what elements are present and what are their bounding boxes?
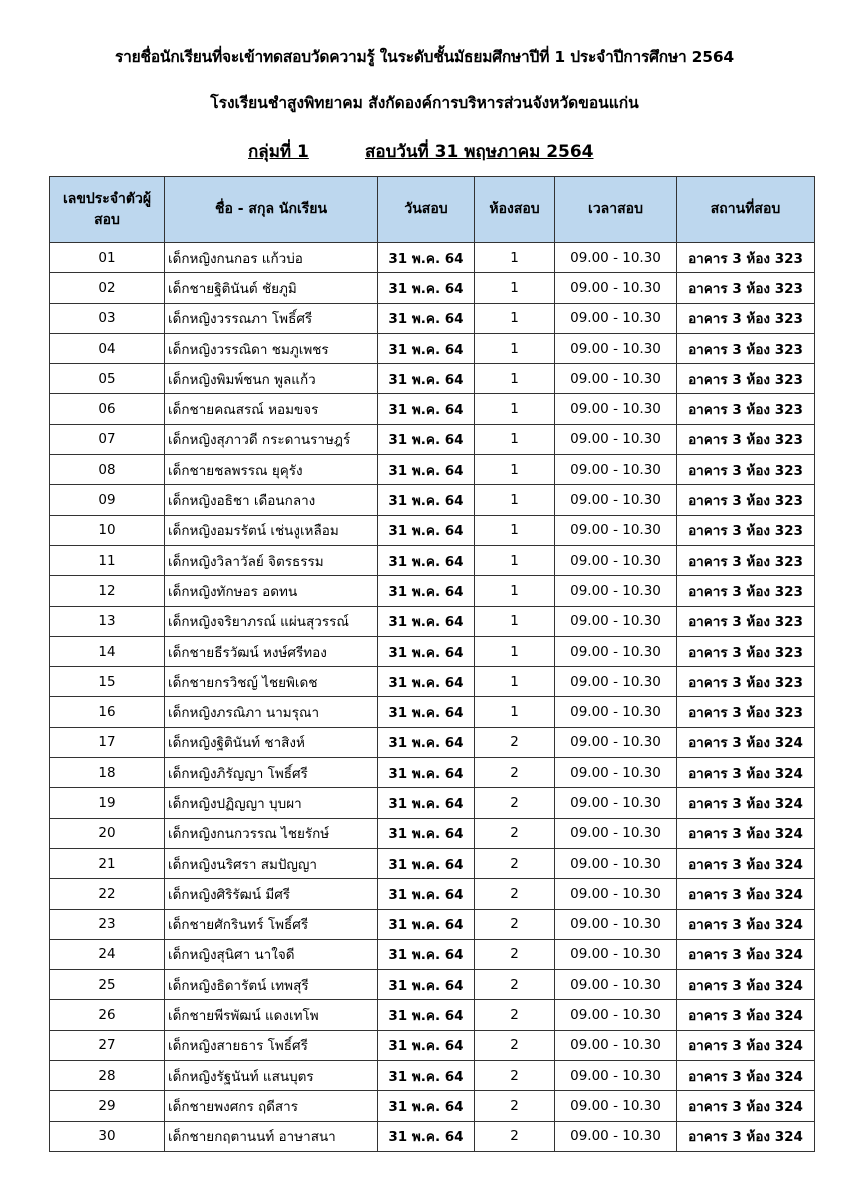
cell-exam-date: 31 พ.ค. 64 [378, 364, 475, 394]
cell-exam-date: 31 พ.ค. 64 [378, 333, 475, 363]
table-body [50, 243, 815, 1152]
cell-exam-place: อาคาร 3 ห้อง 323 [677, 424, 815, 454]
cell-exam-place: อาคาร 3 ห้อง 324 [677, 970, 815, 1000]
cell-exam-place: อาคาร 3 ห้อง 323 [677, 606, 815, 636]
student-table [49, 176, 815, 1152]
cell-exam-room: 1 [475, 424, 555, 454]
cell-exam-date: 31 พ.ค. 64 [378, 303, 475, 333]
cell-exam-room: 1 [475, 515, 555, 545]
cell-exam-id: 27 [50, 1030, 165, 1060]
school-name: โรงเรียนชำสูงพิทยาคม สังกัดองค์การบริหารส่วนจังหวัดขอนแก่น [210, 94, 639, 112]
cell-student-name: เด็กชายกรวิชญ์ ไชยพิเดช [165, 667, 378, 697]
cell-exam-room: 1 [475, 455, 555, 485]
cell-exam-date: 31 พ.ค. 64 [378, 273, 475, 303]
cell-student-name: เด็กหญิงธิดารัตน์ เทพสุรี [165, 970, 378, 1000]
header-date: วันสอบ [378, 177, 475, 243]
cell-exam-time: 09.00 - 10.30 [555, 485, 677, 515]
cell-student-name: เด็กหญิงสุนิศา นาใจดี [165, 939, 378, 969]
table-row [50, 1121, 815, 1151]
cell-exam-room: 1 [475, 303, 555, 333]
table-row [50, 970, 815, 1000]
cell-exam-room: 2 [475, 1000, 555, 1030]
cell-exam-time: 09.00 - 10.30 [555, 576, 677, 606]
cell-exam-place: อาคาร 3 ห้อง 323 [677, 364, 815, 394]
cell-exam-place: อาคาร 3 ห้อง 324 [677, 788, 815, 818]
table-row [50, 424, 815, 454]
group-label: กลุ่มที่ 1 [248, 142, 309, 162]
cell-exam-id: 30 [50, 1121, 165, 1151]
cell-exam-id: 15 [50, 667, 165, 697]
cell-exam-place: อาคาร 3 ห้อง 324 [677, 1091, 815, 1121]
cell-student-name: เด็กชายพงศกร ฤดีสาร [165, 1091, 378, 1121]
cell-student-name: เด็กหญิงฐิตินันท์ ชาสิงห์ [165, 727, 378, 757]
table-row [50, 758, 815, 788]
cell-exam-room: 2 [475, 1091, 555, 1121]
table-row [50, 667, 815, 697]
cell-student-name: เด็กชายธีรวัฒน์ หงษ์ศรีทอง [165, 636, 378, 666]
cell-exam-place: อาคาร 3 ห้อง 323 [677, 303, 815, 333]
cell-exam-id: 24 [50, 939, 165, 969]
table-row [50, 1091, 815, 1121]
table-row [50, 1061, 815, 1091]
cell-student-name: เด็กหญิงทักษอร อดทน [165, 576, 378, 606]
cell-student-name: เด็กชายคณสรณ์ หอมขจร [165, 394, 378, 424]
cell-exam-date: 31 พ.ค. 64 [378, 424, 475, 454]
cell-exam-room: 2 [475, 818, 555, 848]
cell-student-name: เด็กหญิงอธิชา เดือนกลาง [165, 485, 378, 515]
cell-exam-time: 09.00 - 10.30 [555, 909, 677, 939]
cell-exam-room: 1 [475, 485, 555, 515]
cell-exam-time: 09.00 - 10.30 [555, 667, 677, 697]
header-name: ชื่อ - สกุล นักเรียน [165, 177, 378, 243]
cell-exam-date: 31 พ.ค. 64 [378, 667, 475, 697]
cell-exam-place: อาคาร 3 ห้อง 324 [677, 939, 815, 969]
cell-student-name: เด็กหญิงกนกวรรณ ไชยรักษ์ [165, 818, 378, 848]
cell-student-name: เด็กหญิงกนกอร แก้วบ่อ [165, 243, 378, 273]
header-place: สถานที่สอบ [677, 177, 815, 243]
cell-exam-time: 09.00 - 10.30 [555, 848, 677, 878]
cell-exam-place: อาคาร 3 ห้อง 323 [677, 455, 815, 485]
cell-student-name: เด็กหญิงศิริรัฒน์ มีศรี [165, 879, 378, 909]
cell-exam-place: อาคาร 3 ห้อง 324 [677, 848, 815, 878]
cell-exam-date: 31 พ.ค. 64 [378, 243, 475, 273]
cell-exam-room: 1 [475, 697, 555, 727]
cell-exam-id: 13 [50, 606, 165, 636]
table-row [50, 909, 815, 939]
cell-exam-place: อาคาร 3 ห้อง 323 [677, 636, 815, 666]
cell-exam-time: 09.00 - 10.30 [555, 1030, 677, 1060]
cell-exam-place: อาคาร 3 ห้อง 324 [677, 727, 815, 757]
cell-exam-time: 09.00 - 10.30 [555, 879, 677, 909]
cell-exam-date: 31 พ.ค. 64 [378, 788, 475, 818]
cell-exam-id: 03 [50, 303, 165, 333]
table-row [50, 333, 815, 363]
cell-exam-place: อาคาร 3 ห้อง 323 [677, 273, 815, 303]
table-row [50, 243, 815, 273]
cell-exam-id: 04 [50, 333, 165, 363]
cell-exam-time: 09.00 - 10.30 [555, 1121, 677, 1151]
cell-exam-time: 09.00 - 10.30 [555, 727, 677, 757]
cell-exam-date: 31 พ.ค. 64 [378, 606, 475, 636]
cell-exam-room: 1 [475, 364, 555, 394]
cell-student-name: เด็กหญิงจริยาภรณ์ แผ่นสุวรรณ์ [165, 606, 378, 636]
cell-exam-date: 31 พ.ค. 64 [378, 727, 475, 757]
table-row [50, 576, 815, 606]
cell-exam-id: 21 [50, 848, 165, 878]
cell-exam-place: อาคาร 3 ห้อง 323 [677, 394, 815, 424]
table-row [50, 788, 815, 818]
cell-exam-place: อาคาร 3 ห้อง 323 [677, 667, 815, 697]
cell-exam-room: 2 [475, 848, 555, 878]
cell-student-name: เด็กหญิงอมรรัตน์ เช่นงูเหลือม [165, 515, 378, 545]
cell-exam-id: 02 [50, 273, 165, 303]
cell-exam-time: 09.00 - 10.30 [555, 243, 677, 273]
cell-exam-place: อาคาร 3 ห้อง 323 [677, 576, 815, 606]
table-row [50, 455, 815, 485]
cell-exam-time: 09.00 - 10.30 [555, 303, 677, 333]
cell-student-name: เด็กหญิงสายธาร โพธิ์ศรี [165, 1030, 378, 1060]
cell-exam-date: 31 พ.ค. 64 [378, 1091, 475, 1121]
exam-date-label: สอบวันที่ 31 พฤษภาคม 2564 [365, 142, 594, 162]
cell-exam-id: 23 [50, 909, 165, 939]
cell-exam-date: 31 พ.ค. 64 [378, 576, 475, 606]
cell-exam-id: 06 [50, 394, 165, 424]
cell-exam-place: อาคาร 3 ห้อง 324 [677, 909, 815, 939]
cell-exam-time: 09.00 - 10.30 [555, 697, 677, 727]
table-row [50, 394, 815, 424]
table-row [50, 303, 815, 333]
cell-exam-place: อาคาร 3 ห้อง 323 [677, 545, 815, 575]
table-row [50, 818, 815, 848]
cell-student-name: เด็กชายฐิตินันต์ ชัยภูมิ [165, 273, 378, 303]
header-time: เวลาสอบ [555, 177, 677, 243]
cell-exam-id: 10 [50, 515, 165, 545]
cell-exam-room: 1 [475, 273, 555, 303]
cell-exam-date: 31 พ.ค. 64 [378, 394, 475, 424]
table-row [50, 939, 815, 969]
cell-exam-place: อาคาร 3 ห้อง 323 [677, 697, 815, 727]
cell-student-name: เด็กชายศักรินทร์ โพธิ์ศรี [165, 909, 378, 939]
cell-student-name: เด็กหญิงภิรัญญา โพธิ์ศรี [165, 758, 378, 788]
table-row [50, 485, 815, 515]
cell-exam-date: 31 พ.ค. 64 [378, 1121, 475, 1151]
cell-exam-place: อาคาร 3 ห้อง 323 [677, 485, 815, 515]
cell-student-name: เด็กชายพีรพัฒน์ แดงเทโพ [165, 1000, 378, 1030]
cell-exam-time: 09.00 - 10.30 [555, 939, 677, 969]
cell-exam-room: 1 [475, 636, 555, 666]
cell-exam-id: 12 [50, 576, 165, 606]
cell-exam-place: อาคาร 3 ห้อง 324 [677, 758, 815, 788]
cell-exam-time: 09.00 - 10.30 [555, 1000, 677, 1030]
cell-exam-room: 1 [475, 394, 555, 424]
cell-exam-id: 20 [50, 818, 165, 848]
cell-exam-place: อาคาร 3 ห้อง 324 [677, 818, 815, 848]
cell-exam-place: อาคาร 3 ห้อง 323 [677, 515, 815, 545]
cell-exam-id: 25 [50, 970, 165, 1000]
cell-student-name: เด็กหญิงนริศรา สมปัญญา [165, 848, 378, 878]
cell-exam-id: 09 [50, 485, 165, 515]
cell-student-name: เด็กชายกฤตานนท์ อาษาสนา [165, 1121, 378, 1151]
cell-exam-id: 17 [50, 727, 165, 757]
cell-student-name: เด็กหญิงรัฐนันท์ แสนบุตร [165, 1061, 378, 1091]
cell-student-name: เด็กหญิงพิมพ์ชนก พูลแก้ว [165, 364, 378, 394]
table-row [50, 697, 815, 727]
cell-exam-room: 1 [475, 606, 555, 636]
cell-exam-time: 09.00 - 10.30 [555, 606, 677, 636]
cell-exam-time: 09.00 - 10.30 [555, 818, 677, 848]
table-row [50, 515, 815, 545]
cell-exam-date: 31 พ.ค. 64 [378, 636, 475, 666]
cell-exam-id: 29 [50, 1091, 165, 1121]
cell-exam-time: 09.00 - 10.30 [555, 515, 677, 545]
cell-exam-id: 05 [50, 364, 165, 394]
cell-exam-date: 31 พ.ค. 64 [378, 909, 475, 939]
cell-exam-room: 2 [475, 970, 555, 1000]
cell-student-name: เด็กหญิงปฏิญญา บุบผา [165, 788, 378, 818]
cell-exam-time: 09.00 - 10.30 [555, 455, 677, 485]
cell-exam-time: 09.00 - 10.30 [555, 424, 677, 454]
cell-exam-date: 31 พ.ค. 64 [378, 1000, 475, 1030]
cell-exam-time: 09.00 - 10.30 [555, 545, 677, 575]
cell-exam-room: 1 [475, 333, 555, 363]
cell-exam-id: 18 [50, 758, 165, 788]
cell-exam-room: 2 [475, 727, 555, 757]
cell-exam-place: อาคาร 3 ห้อง 324 [677, 1061, 815, 1091]
document-title: รายชื่อนักเรียนที่จะเข้าทดสอบวัดความรู้ ในระดับชั้นมัธยมศึกษาปีที่ 1 ประจำปีการศึกษา 2564 [114, 48, 735, 66]
cell-exam-id: 26 [50, 1000, 165, 1030]
cell-exam-place: อาคาร 3 ห้อง 324 [677, 1121, 815, 1151]
cell-exam-time: 09.00 - 10.30 [555, 970, 677, 1000]
cell-exam-room: 2 [475, 1061, 555, 1091]
cell-exam-room: 2 [475, 939, 555, 969]
cell-exam-id: 08 [50, 455, 165, 485]
cell-exam-time: 09.00 - 10.30 [555, 1061, 677, 1091]
cell-exam-time: 09.00 - 10.30 [555, 758, 677, 788]
table-row [50, 364, 815, 394]
cell-exam-date: 31 พ.ค. 64 [378, 697, 475, 727]
cell-exam-room: 2 [475, 1030, 555, 1060]
cell-exam-date: 31 พ.ค. 64 [378, 455, 475, 485]
table-row [50, 636, 815, 666]
cell-exam-date: 31 พ.ค. 64 [378, 545, 475, 575]
cell-exam-room: 2 [475, 1121, 555, 1151]
table-row [50, 1030, 815, 1060]
cell-exam-place: อาคาร 3 ห้อง 323 [677, 243, 815, 273]
cell-exam-date: 31 พ.ค. 64 [378, 879, 475, 909]
cell-exam-place: อาคาร 3 ห้อง 324 [677, 1030, 815, 1060]
cell-student-name: เด็กหญิงสุภาวดี กระดานราษฎร์ [165, 424, 378, 454]
cell-exam-time: 09.00 - 10.30 [555, 364, 677, 394]
cell-student-name: เด็กหญิงวรรณิดา ชมภูเพชร [165, 333, 378, 363]
cell-exam-date: 31 พ.ค. 64 [378, 1030, 475, 1060]
cell-student-name: เด็กหญิงวิลาวัลย์ จิตรธรรม [165, 545, 378, 575]
cell-exam-time: 09.00 - 10.30 [555, 333, 677, 363]
cell-exam-id: 19 [50, 788, 165, 818]
cell-student-name: เด็กหญิงวรรณภา โพธิ์ศรี [165, 303, 378, 333]
table-row [50, 1000, 815, 1030]
cell-exam-time: 09.00 - 10.30 [555, 788, 677, 818]
cell-exam-id: 16 [50, 697, 165, 727]
table-row [50, 273, 815, 303]
cell-exam-id: 11 [50, 545, 165, 575]
cell-exam-room: 2 [475, 788, 555, 818]
cell-exam-date: 31 พ.ค. 64 [378, 970, 475, 1000]
cell-exam-date: 31 พ.ค. 64 [378, 939, 475, 969]
cell-exam-room: 1 [475, 243, 555, 273]
cell-exam-date: 31 พ.ค. 64 [378, 485, 475, 515]
cell-exam-date: 31 พ.ค. 64 [378, 515, 475, 545]
cell-exam-date: 31 พ.ค. 64 [378, 818, 475, 848]
cell-exam-id: 01 [50, 243, 165, 273]
cell-exam-date: 31 พ.ค. 64 [378, 848, 475, 878]
table-row [50, 848, 815, 878]
cell-exam-place: อาคาร 3 ห้อง 324 [677, 879, 815, 909]
cell-exam-room: 1 [475, 545, 555, 575]
cell-exam-id: 14 [50, 636, 165, 666]
cell-exam-time: 09.00 - 10.30 [555, 1091, 677, 1121]
header-room: ห้องสอบ [475, 177, 555, 243]
cell-exam-room: 2 [475, 879, 555, 909]
cell-exam-id: 28 [50, 1061, 165, 1091]
cell-exam-room: 2 [475, 758, 555, 788]
cell-exam-room: 2 [475, 909, 555, 939]
cell-student-name: เด็กหญิงภรณิภา นามรุณา [165, 697, 378, 727]
cell-exam-id: 22 [50, 879, 165, 909]
cell-student-name: เด็กชายชลพรรณ ยุคุรัง [165, 455, 378, 485]
table-header-row [50, 177, 815, 243]
cell-exam-date: 31 พ.ค. 64 [378, 1061, 475, 1091]
cell-exam-time: 09.00 - 10.30 [555, 636, 677, 666]
cell-exam-place: อาคาร 3 ห้อง 323 [677, 333, 815, 363]
table-row [50, 545, 815, 575]
table-row [50, 727, 815, 757]
cell-exam-room: 1 [475, 667, 555, 697]
cell-exam-time: 09.00 - 10.30 [555, 394, 677, 424]
header-exam-id: เลขประจำตัวผู้สอบ [50, 177, 165, 243]
table-row [50, 879, 815, 909]
cell-exam-id: 07 [50, 424, 165, 454]
table-row [50, 606, 815, 636]
cell-exam-time: 09.00 - 10.30 [555, 273, 677, 303]
cell-exam-place: อาคาร 3 ห้อง 324 [677, 1000, 815, 1030]
cell-exam-room: 1 [475, 576, 555, 606]
cell-exam-date: 31 พ.ค. 64 [378, 758, 475, 788]
